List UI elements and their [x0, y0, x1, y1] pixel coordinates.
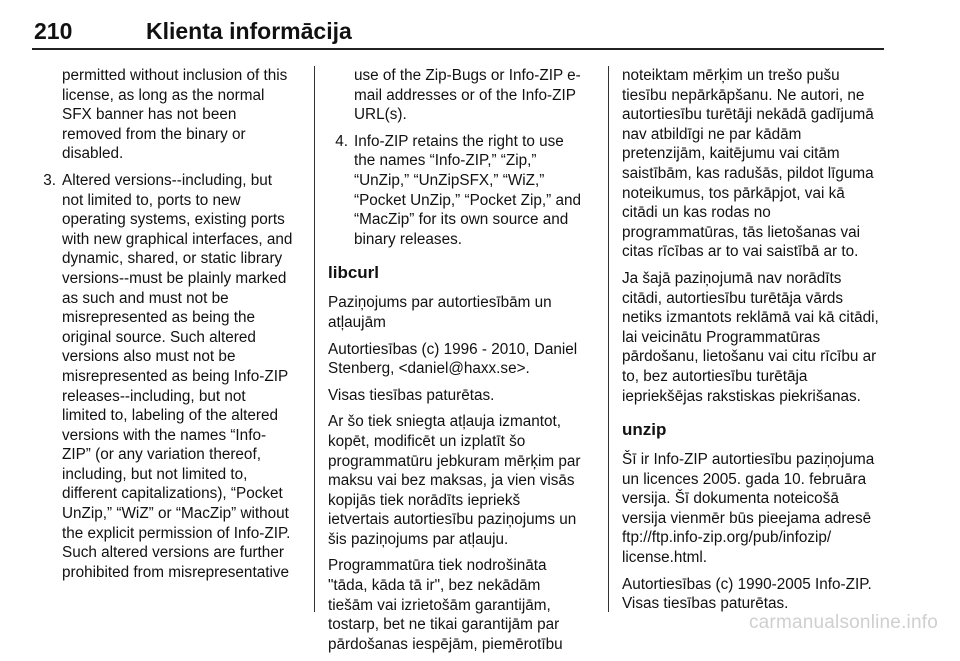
text-line: Autortiesības (c) 1996 - 2010, Daniel — [328, 340, 578, 358]
text-line: iepriekšējas rakstiskas piekrišanas. — [622, 387, 861, 405]
list-item-continuation — [328, 66, 594, 125]
text-line: autortiesību turētāji nekādā gadījumā — [622, 106, 874, 124]
watermark: carmanualsonline.info — [748, 612, 938, 633]
text-line: Such altered versions are further — [62, 544, 284, 562]
text-line: Programmatūra tiek nodrošināta — [328, 557, 547, 575]
text-line: noteiktam mērķim un trešo pušu — [622, 67, 840, 84]
text-line: programmatūras, tās lietošanas vai — [622, 223, 861, 241]
text-line: pretenzijām, kaitējumu vai citām — [622, 145, 840, 163]
column-1 — [32, 66, 300, 589]
text-line: Autortiesības (c) 1990-2005 Info-ZIP. — [622, 575, 872, 593]
text-line: Info-ZIP retains the right to use — [354, 132, 564, 150]
text-line: ZIP” (or any variation thereof, — [62, 446, 261, 464]
page-header — [32, 14, 884, 50]
list-item-number: 4. — [335, 132, 348, 150]
text-line: URL(s). — [354, 106, 407, 124]
text-line: use of the Zip-Bugs or Info-ZIP e- — [354, 67, 581, 84]
text-line: netiks izmantots reklāmā vai kā citādi, — [622, 309, 879, 327]
text-line: to, bez autortiesību turētāja — [622, 367, 808, 385]
text-line: atļaujām — [328, 313, 386, 331]
text-line: disabled. — [62, 145, 124, 163]
text-line: dynamic, shared, or static library — [62, 250, 283, 268]
text-line: including, but not limited to, — [62, 465, 248, 483]
text-line: noteikumus, tos pārkāpjot, vai kā — [622, 184, 845, 202]
text-line: misrepresented as being Info-ZIP — [62, 367, 289, 385]
text-line: different capitalizations), “Pocket — [62, 485, 283, 503]
page-number: 210 — [34, 18, 73, 44]
list-item-4 — [328, 132, 594, 250]
text-line: Visas tiesības paturētas. — [328, 386, 495, 404]
text-line: Altered versions--including, but — [62, 171, 273, 189]
text-line: versions with the names “Info- — [62, 426, 267, 444]
text-line: “MacZip” for its own source and — [354, 211, 569, 229]
text-line: removed from the binary or — [62, 125, 246, 143]
text-line: lai veicinātu Programmatūras — [622, 328, 821, 346]
text-line: Ar šo tiek sniegta atļauja izmantot, — [328, 413, 561, 431]
text-line: versija. Šī dokumenta noteicošā — [622, 490, 839, 508]
text-line: versions--must be plainly marked — [62, 269, 287, 287]
section-heading-libcurl: libcurl — [328, 263, 380, 283]
text-line: versions also must not be — [62, 348, 236, 366]
paragraph — [328, 340, 594, 379]
text-line: “UnZip,” “UnZipSFX,” “WiZ,” — [354, 171, 545, 189]
text-line: with new graphical interfaces, and — [62, 230, 293, 248]
text-line: un licences 2005. gada 10. februāra — [622, 470, 867, 488]
text-line: maksu vai bez maksas, ja vien visās — [328, 472, 575, 490]
text-line: as such and must not be — [62, 289, 229, 307]
text-line: misrepresented as being the — [62, 309, 256, 327]
text-line: UnZip,” “WiZ” or “MacZip” without — [62, 505, 289, 523]
text-line: versija vienmēr būs pieejama adresē — [622, 509, 872, 527]
text-line: Šī ir Info-ZIP autortiesību paziņojuma — [622, 451, 875, 469]
text-line: mail addresses or of the Info-ZIP — [354, 86, 576, 104]
text-line: releases--including, but not — [62, 387, 246, 405]
text-line: citas rīcības ar to vai saistībā ar to. — [622, 243, 859, 261]
section-heading-unzip: unzip — [622, 420, 667, 440]
text-line: pārdošanu, lietošanu vai citu rīcību ar — [622, 348, 877, 366]
text-line: tostarp, bet ne tikai garantijām par — [328, 616, 560, 634]
paragraph — [328, 412, 594, 549]
paragraph — [328, 556, 594, 654]
text-line: "tāda, kāda tā ir", bez nekādām — [328, 577, 541, 595]
text-line: kopēt, modificēt un izplatīt šo — [328, 432, 526, 450]
column-divider-right — [608, 66, 609, 612]
list-item-3 — [32, 171, 300, 582]
text-line: limited to, labeling of the altered — [62, 407, 278, 425]
paragraph — [622, 575, 888, 614]
text-line: kopijās tiek norādīts iepriekš — [328, 491, 521, 509]
text-line: ftp://ftp.info-zip.org/pub/infozip/ — [622, 529, 832, 547]
list-item-text — [62, 171, 300, 582]
text-line: programmatūru jebkuram mērķim par — [328, 452, 581, 470]
text-line: Ja šajā paziņojumā nav norādīts — [622, 269, 842, 287]
paragraph — [622, 269, 888, 406]
paragraph — [622, 450, 888, 568]
paragraph — [328, 386, 594, 406]
list-item-continuation — [32, 66, 300, 164]
text-line: prohibited from misrepresentative — [62, 563, 290, 581]
text-line: SFX banner has not been — [62, 106, 237, 124]
text-line: “Pocket UnZip,” “Pocket Zip,” and — [354, 191, 581, 209]
text-line: Stenberg, <daniel@haxx.se>. — [328, 360, 530, 378]
text-line: not limited to, ports to new — [62, 191, 241, 209]
text-line: tiesību nepārkāpšanu. Ne autori, ne — [622, 86, 865, 104]
text-line: license.html. — [622, 549, 708, 567]
text-line: šis paziņojums par atļauju. — [328, 530, 509, 548]
text-line: citādi un kas rodas no — [622, 204, 771, 222]
list-item-number: 3. — [43, 171, 56, 189]
column-3 — [622, 66, 888, 621]
paragraph — [622, 66, 888, 262]
column-2 — [328, 66, 594, 661]
text-line: operating systems, existing ports — [62, 211, 285, 229]
text-line: the explicit permission of Info-ZIP. — [62, 524, 291, 542]
list-item-text — [354, 132, 594, 250]
text-line: pārdošanas iespējām, piemērotību — [328, 635, 563, 653]
text-line: binary releases. — [354, 230, 462, 248]
text-line: citādi, autortiesību turētāja vārds — [622, 289, 844, 307]
text-line: nav atbildīgi ne par kādām — [622, 125, 802, 143]
text-line: Paziņojums par autortiesībām un — [328, 294, 552, 312]
column-divider-left — [314, 66, 315, 612]
text-line: ietvertais autortiesību paziņojums un — [328, 511, 577, 529]
text-line: tiešām vai izrietošām garantijām, — [328, 596, 551, 614]
paragraph — [328, 293, 594, 332]
text-line: original source. Such altered — [62, 328, 256, 346]
page-title: Klienta informācija — [146, 18, 352, 44]
text-line: permitted without inclusion of this — [62, 67, 288, 84]
text-line: Visas tiesības paturētas. — [622, 595, 789, 613]
text-line: license, as long as the normal — [62, 86, 265, 104]
text-line: the names “Info-ZIP,” “Zip,” — [354, 152, 537, 170]
text-line: saistībām, kas radušās, pildot līguma — [622, 164, 874, 182]
